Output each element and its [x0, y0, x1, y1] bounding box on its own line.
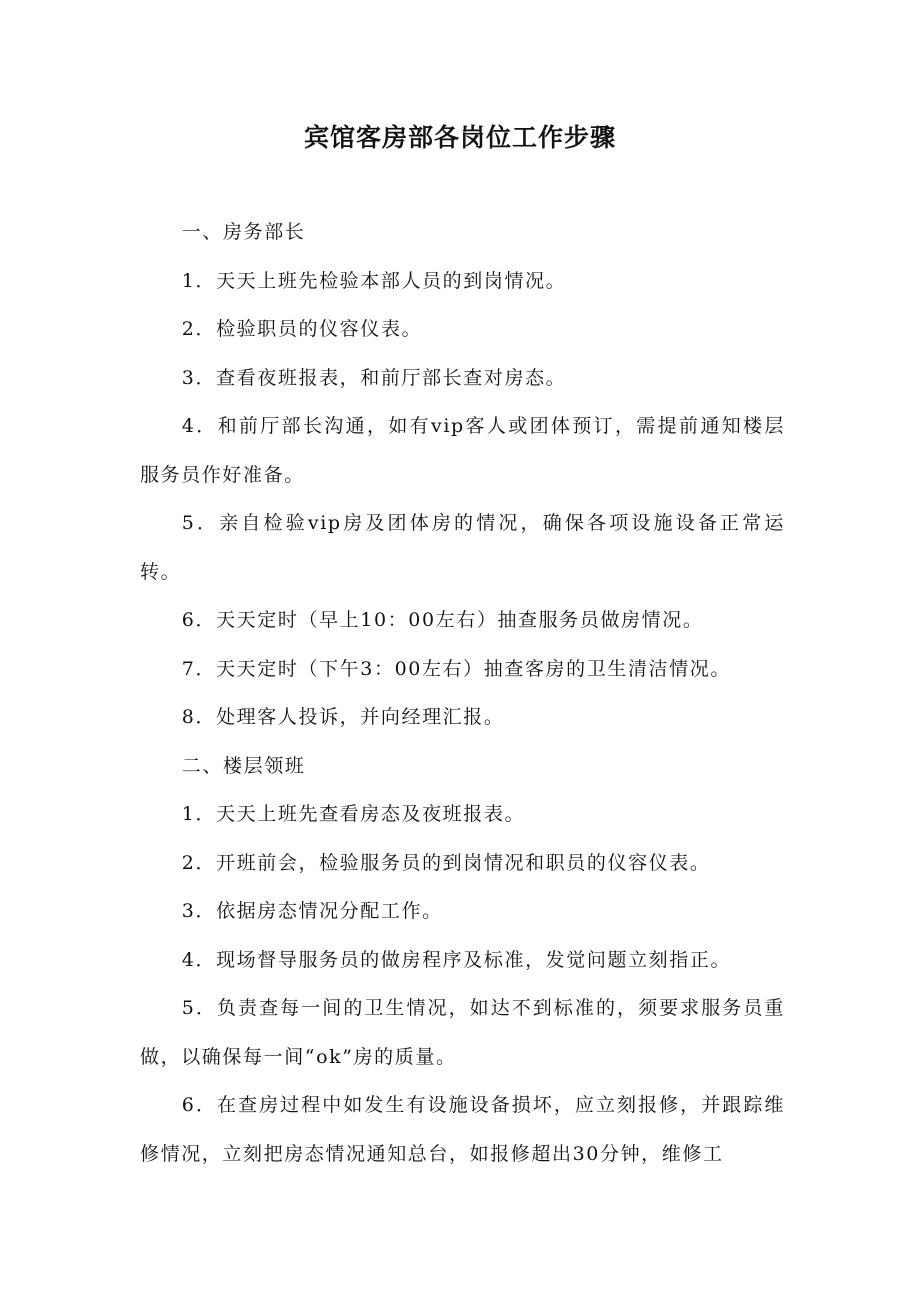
document-body: [140, 208, 785, 1178]
section-heading: 一、房务部长: [181, 221, 306, 243]
paragraph: 5．负责查每一间的卫生情况，如达不到标准的，须要求服务员重做，以确保每一间“ok”房的质量。: [140, 997, 785, 1068]
section-heading: 二、楼层领班: [181, 754, 306, 777]
paragraph: 3．查看夜班报表，和前厅部长查对房态。: [181, 366, 567, 389]
paragraph: 6．在查房过程中如发生有设施设备损坏，应立刻报修，并跟踪维修情况，立刻把房态情况通知总台，如报修超出30分钟，维修工: [140, 1094, 785, 1165]
paragraph: 1．天天上班先检验本部人员的到岗情况。: [181, 269, 567, 292]
paragraph: 2．检验职员的仪容仪表。: [181, 318, 423, 340]
paragraph: 4．现场督导服务员的做房程序及标准，发觉问题立刻指正。: [181, 948, 732, 971]
paragraph: 2．开班前会，检验服务员的到岗情况和职员的仪容仪表。: [181, 851, 711, 874]
paragraph: 8．处理客人投诉，并向经理汇报。: [181, 706, 505, 728]
paragraph: 3．依据房态情况分配工作。: [181, 900, 443, 922]
document-title: 宾馆客房部各岗位工作步骤: [303, 123, 616, 152]
paragraph: 7．天天定时（下午3：00左右）抽查客房的卫生清洁情况。: [181, 657, 731, 680]
paragraph: 4．和前厅部长沟通，如有vip客人或团体预订，需提前通知楼层服务员作好准备。: [140, 415, 785, 486]
paragraph: 5．亲自检验vip房及团体房的情况，确保各项设施设备正常运转。: [140, 512, 785, 583]
paragraph: 1．天天上班先查看房态及夜班报表。: [181, 803, 526, 825]
paragraph: 6．天天定时（早上10：00左右）抽查服务员做房情况。: [181, 609, 704, 631]
